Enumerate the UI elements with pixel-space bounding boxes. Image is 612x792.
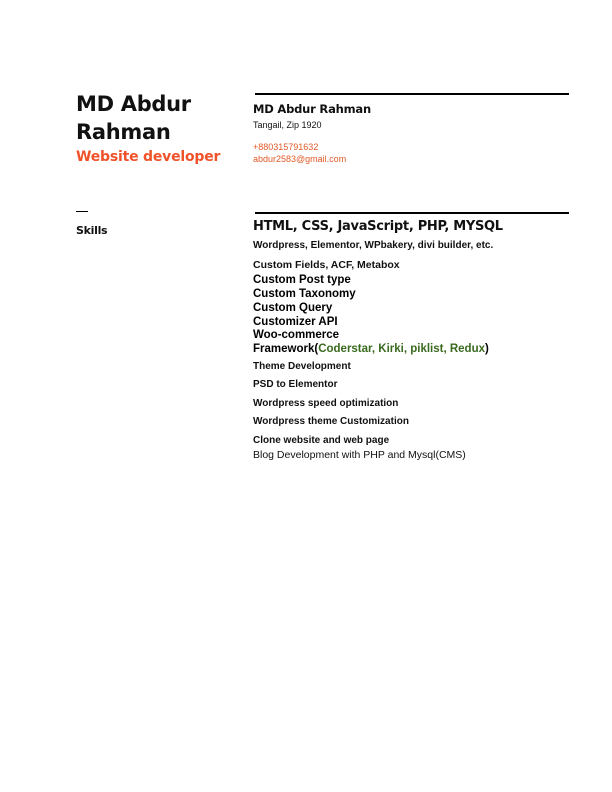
skills-divider xyxy=(255,212,569,214)
contact-email[interactable]: abdur2583@gmail.com xyxy=(253,154,347,164)
framework-prefix: Framework( xyxy=(253,343,319,355)
skill-item: Custom Taxonomy xyxy=(253,288,356,300)
framework-items: Coderstar, Kirki, piklist, Redux xyxy=(318,343,485,355)
skill-builders: Wordpress, Elementor, WPbakery, divi builder, etc. xyxy=(253,240,494,251)
skill-extra: Clone website and web page xyxy=(253,435,390,446)
skill-blog: Blog Development with PHP and Mysql(CMS) xyxy=(253,449,466,461)
skill-item: Custom Query xyxy=(253,302,333,314)
resume-name: MD Abdur Rahman xyxy=(76,92,191,144)
contact-name: MD Abdur Rahman xyxy=(253,102,371,116)
skills-heading: Skills xyxy=(76,224,108,237)
job-title: Website developer xyxy=(76,149,221,165)
framework-suffix: ) xyxy=(485,343,489,355)
skill-item: Customizer API xyxy=(253,316,338,328)
skill-extra: Theme Development xyxy=(253,361,351,372)
section-dash xyxy=(76,211,88,212)
skill-item: Custom Post type xyxy=(253,274,351,286)
contact-divider xyxy=(255,93,569,95)
skill-custom-fields: Custom Fields, ACF, Metabox xyxy=(253,259,400,271)
skill-framework xyxy=(253,343,489,355)
skill-item: Woo-commerce xyxy=(253,329,340,341)
skill-primary: HTML, CSS, JavaScript, PHP, MYSQL xyxy=(253,219,503,234)
skill-extra: Wordpress speed optimization xyxy=(253,398,399,409)
contact-address: Tangail, Zip 1920 xyxy=(253,120,322,130)
skill-extra: Wordpress theme Customization xyxy=(253,416,409,427)
skill-extra: PSD to Elementor xyxy=(253,379,338,390)
contact-phone[interactable]: +880315791632 xyxy=(253,142,319,152)
